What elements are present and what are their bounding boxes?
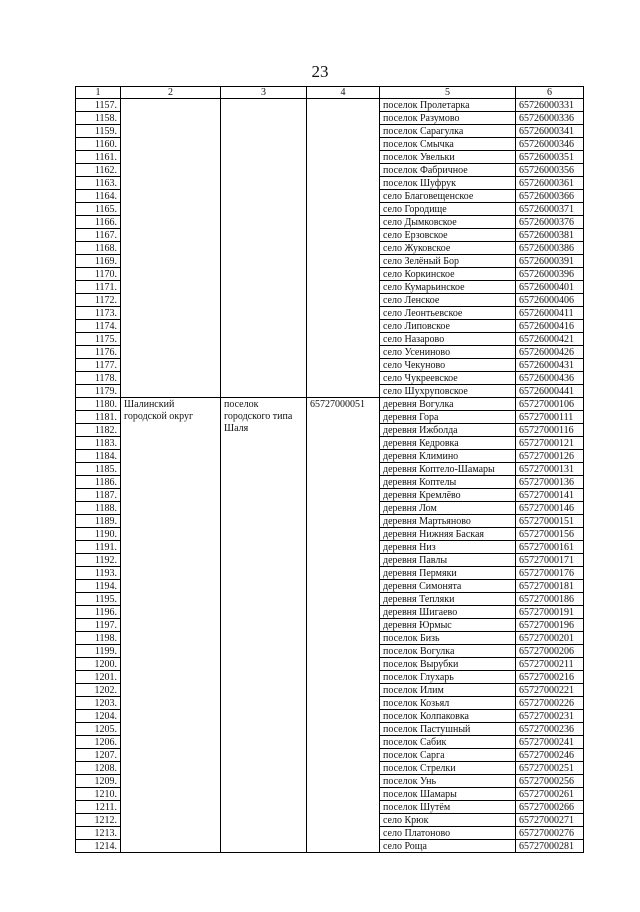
locality-code-cell: 65726000406 [516,294,584,307]
locality-name-cell: село Липовское [380,320,516,333]
locality-name-cell: село Дымковское [380,216,516,229]
column-header: 4 [307,87,380,99]
locality-name-cell: деревня Вогулка [380,398,516,411]
locality-code-cell: 65726000361 [516,177,584,190]
locality-code-cell: 65727000146 [516,502,584,515]
row-number-cell: 1209. [76,775,121,788]
row-number-cell: 1196. [76,606,121,619]
locality-code-cell: 65726000421 [516,333,584,346]
locality-code-cell: 65727000136 [516,476,584,489]
page-number: 23 [311,62,329,81]
table-row [76,398,584,411]
column-header: 1 [76,87,121,99]
locality-code-cell: 65726000341 [516,125,584,138]
locality-code-cell: 65727000241 [516,736,584,749]
locality-name-cell: село Платоново [380,827,516,840]
locality-name-cell: поселок Разумово [380,112,516,125]
locality-name-cell: село Чекуново [380,359,516,372]
locality-name-cell: поселок Унь [380,775,516,788]
column-header: 2 [121,87,221,99]
locality-name-cell: деревня Ижболда [380,424,516,437]
locality-name-cell: поселок Пролетарка [380,99,516,112]
row-number-cell: 1166. [76,216,121,229]
row-number-cell: 1165. [76,203,121,216]
locality-name-cell: деревня Павлы [380,554,516,567]
locality-name-cell: село Назарово [380,333,516,346]
row-number-cell: 1177. [76,359,121,372]
row-number-cell: 1207. [76,749,121,762]
row-number-cell: 1201. [76,671,121,684]
row-number-cell: 1198. [76,632,121,645]
row-number-cell: 1208. [76,762,121,775]
row-number-cell: 1211. [76,801,121,814]
locality-code-cell: 65727000246 [516,749,584,762]
locality-code-cell: 65727000216 [516,671,584,684]
row-number-cell: 1159. [76,125,121,138]
column-header: 5 [380,87,516,99]
row-number-cell: 1197. [76,619,121,632]
locality-name-cell: деревня Пермяки [380,567,516,580]
row-number-cell: 1172. [76,294,121,307]
locality-name-cell: поселок Колпаковка [380,710,516,723]
locality-name-cell: село Крюк [380,814,516,827]
locality-name-cell: деревня Юрмыс [380,619,516,632]
locality-name-cell: поселок Пастушный [380,723,516,736]
locality-name-cell: поселок Сабик [380,736,516,749]
locality-code-cell: 65726000431 [516,359,584,372]
locality-name-cell: поселок Глухарь [380,671,516,684]
locality-name-cell: деревня Кремлёво [380,489,516,502]
row-number-cell: 1200. [76,658,121,671]
settlement-cell: поселок городского типа Шаля [221,398,307,853]
locality-name-cell: деревня Низ [380,541,516,554]
locality-name-cell: деревня Мартьяново [380,515,516,528]
locality-code-cell: 65727000171 [516,554,584,567]
row-number-cell: 1164. [76,190,121,203]
locality-code-cell: 65727000151 [516,515,584,528]
locality-code-cell: 65726000441 [516,385,584,398]
municipal-settlements-table [75,86,584,853]
locality-name-cell: село Кумарьинское [380,281,516,294]
locality-name-cell: поселок Шутём [380,801,516,814]
row-number-cell: 1206. [76,736,121,749]
row-number-cell: 1180. [76,398,121,411]
locality-code-cell: 65727000121 [516,437,584,450]
locality-code-cell: 65727000106 [516,398,584,411]
locality-code-cell: 65727000141 [516,489,584,502]
row-number-cell: 1213. [76,827,121,840]
locality-code-cell: 65726000351 [516,151,584,164]
locality-name-cell: деревня Коптелы [380,476,516,489]
locality-code-cell: 65727000211 [516,658,584,671]
locality-code-cell: 65727000221 [516,684,584,697]
row-number-cell: 1168. [76,242,121,255]
column-header: 3 [221,87,307,99]
locality-code-cell: 65726000336 [516,112,584,125]
locality-name-cell: поселок Илим [380,684,516,697]
row-number-cell: 1193. [76,567,121,580]
row-number-cell: 1192. [76,554,121,567]
locality-name-cell: село Ленское [380,294,516,307]
locality-name-cell: село Жуковское [380,242,516,255]
locality-name-cell: поселок Стрелки [380,762,516,775]
locality-code-cell: 65726000401 [516,281,584,294]
locality-code-cell: 65727000126 [516,450,584,463]
locality-name-cell: поселок Шуфрук [380,177,516,190]
row-number-cell: 1185. [76,463,121,476]
locality-code-cell: 65726000376 [516,216,584,229]
row-number-cell: 1160. [76,138,121,151]
locality-name-cell: деревня Климино [380,450,516,463]
row-number-cell: 1163. [76,177,121,190]
locality-name-cell: деревня Гора [380,411,516,424]
locality-code-cell: 65727000281 [516,840,584,853]
locality-name-cell: поселок Шамары [380,788,516,801]
locality-code-cell: 65726000396 [516,268,584,281]
row-number-cell: 1214. [76,840,121,853]
locality-name-cell: село Коркинское [380,268,516,281]
row-number-cell: 1199. [76,645,121,658]
locality-code-cell: 65727000156 [516,528,584,541]
locality-name-cell: село Роща [380,840,516,853]
locality-code-cell: 65727000206 [516,645,584,658]
locality-code-cell: 65726000381 [516,229,584,242]
row-number-cell: 1173. [76,307,121,320]
district-cell: Шалинский городской округ [121,398,221,853]
locality-code-cell: 65727000161 [516,541,584,554]
okato-code-cell [307,99,380,398]
locality-code-cell: 65727000276 [516,827,584,840]
locality-code-cell: 65727000201 [516,632,584,645]
row-number-cell: 1179. [76,385,121,398]
locality-code-cell: 65726000331 [516,99,584,112]
district-cell [121,99,221,398]
locality-name-cell: село Чукреевское [380,372,516,385]
locality-name-cell: поселок Вогулка [380,645,516,658]
column-header: 6 [516,87,584,99]
locality-name-cell: село Ерзовское [380,229,516,242]
locality-code-cell: 65727000236 [516,723,584,736]
locality-code-cell: 65727000191 [516,606,584,619]
locality-name-cell: поселок Бизь [380,632,516,645]
settlement-cell [221,99,307,398]
locality-code-cell: 65727000226 [516,697,584,710]
row-number-cell: 1210. [76,788,121,801]
locality-name-cell: поселок Фабричное [380,164,516,177]
locality-name-cell: деревня Нижняя Баская [380,528,516,541]
locality-code-cell: 65727000256 [516,775,584,788]
row-number-cell: 1203. [76,697,121,710]
locality-code-cell: 65727000186 [516,593,584,606]
locality-code-cell: 65726000356 [516,164,584,177]
locality-code-cell: 65726000391 [516,255,584,268]
locality-code-cell: 65726000411 [516,307,584,320]
locality-code-cell: 65726000366 [516,190,584,203]
locality-code-cell: 65727000261 [516,788,584,801]
row-number-cell: 1178. [76,372,121,385]
row-number-cell: 1157. [76,99,121,112]
column-number-header-row [76,87,584,99]
locality-code-cell: 65727000231 [516,710,584,723]
locality-code-cell: 65727000196 [516,619,584,632]
locality-name-cell: деревня Коптело-Шамары [380,463,516,476]
locality-name-cell: деревня Симонята [380,580,516,593]
locality-code-cell: 65727000251 [516,762,584,775]
locality-name-cell: поселок Смычка [380,138,516,151]
row-number-cell: 1183. [76,437,121,450]
locality-code-cell: 65727000181 [516,580,584,593]
locality-name-cell: село Леонтьевское [380,307,516,320]
locality-name-cell: деревня Лом [380,502,516,515]
locality-code-cell: 65726000436 [516,372,584,385]
locality-code-cell: 65726000426 [516,346,584,359]
locality-code-cell: 65726000346 [516,138,584,151]
locality-name-cell: село Благовещенское [380,190,516,203]
row-number-cell: 1170. [76,268,121,281]
table-body [76,87,584,853]
row-number-cell: 1176. [76,346,121,359]
locality-code-cell: 65727000271 [516,814,584,827]
row-number-cell: 1158. [76,112,121,125]
locality-name-cell: деревня Тепляки [380,593,516,606]
row-number-cell: 1182. [76,424,121,437]
row-number-cell: 1181. [76,411,121,424]
locality-code-cell: 65726000386 [516,242,584,255]
locality-name-cell: село Зелёный Бор [380,255,516,268]
row-number-cell: 1188. [76,502,121,515]
locality-code-cell: 65727000111 [516,411,584,424]
row-number-cell: 1195. [76,593,121,606]
row-number-cell: 1169. [76,255,121,268]
row-number-cell: 1167. [76,229,121,242]
locality-code-cell: 65727000116 [516,424,584,437]
locality-name-cell: деревня Кедровка [380,437,516,450]
row-number-cell: 1184. [76,450,121,463]
row-number-cell: 1175. [76,333,121,346]
okato-code-cell: 65727000051 [307,398,380,853]
row-number-cell: 1171. [76,281,121,294]
row-number-cell: 1202. [76,684,121,697]
locality-name-cell: поселок Сарга [380,749,516,762]
row-number-cell: 1186. [76,476,121,489]
locality-code-cell: 65727000176 [516,567,584,580]
locality-name-cell: поселок Козьял [380,697,516,710]
row-number-cell: 1174. [76,320,121,333]
table-row [76,99,584,112]
row-number-cell: 1191. [76,541,121,554]
locality-code-cell: 65726000371 [516,203,584,216]
locality-code-cell: 65727000266 [516,801,584,814]
locality-code-cell: 65726000416 [516,320,584,333]
locality-name-cell: село Городище [380,203,516,216]
row-number-cell: 1189. [76,515,121,528]
row-number-cell: 1205. [76,723,121,736]
locality-name-cell: поселок Вырубки [380,658,516,671]
locality-name-cell: село Шухруповское [380,385,516,398]
row-number-cell: 1190. [76,528,121,541]
locality-name-cell: поселок Увельки [380,151,516,164]
row-number-cell: 1161. [76,151,121,164]
locality-name-cell: деревня Шигаево [380,606,516,619]
locality-name-cell: село Усениново [380,346,516,359]
row-number-cell: 1194. [76,580,121,593]
locality-code-cell: 65727000131 [516,463,584,476]
locality-name-cell: поселок Сарагулка [380,125,516,138]
row-number-cell: 1162. [76,164,121,177]
row-number-cell: 1187. [76,489,121,502]
row-number-cell: 1212. [76,814,121,827]
row-number-cell: 1204. [76,710,121,723]
